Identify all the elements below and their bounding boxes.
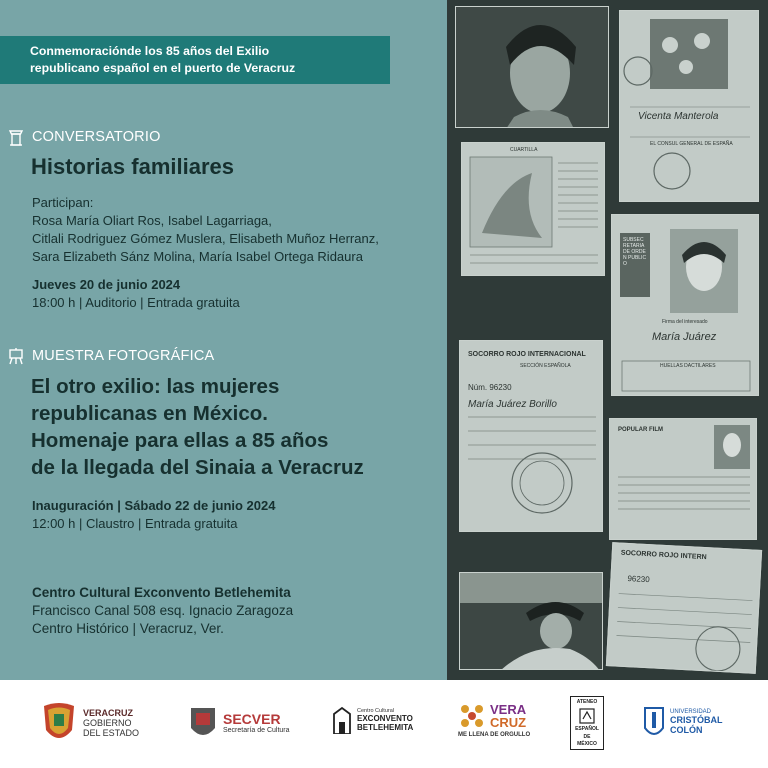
- sponsor-logos: [0, 680, 768, 768]
- logo-line: Centro Cultural: [357, 708, 394, 714]
- id-caption: Firma del interesado: [662, 319, 708, 325]
- doc-caption: EL CONSUL GENERAL DE ESPAÑA: [650, 141, 733, 147]
- muestra-date: Inauguración | Sábado 22 de junio 2024: [32, 498, 276, 513]
- logo-line: VERACRUZ: [83, 708, 134, 718]
- veracruz-tagline: ME LLENA DE ORGULLO: [458, 732, 531, 738]
- veracruz-gobierno-text: [83, 708, 139, 738]
- flower-pattern-icon: [458, 702, 486, 730]
- muestra-details: 12:00 h | Claustro | Entrada gratuita: [32, 516, 238, 531]
- card-header: SOCORRO ROJO INTERNACIONAL: [468, 351, 586, 358]
- church-icon: [332, 706, 352, 734]
- logo-line: EXCONVENTO: [357, 714, 413, 723]
- illustrated-page: [461, 142, 605, 276]
- copy-card-header: SOCORRO ROJO INTERN: [620, 549, 707, 562]
- logo-line: SECVER: [223, 711, 281, 727]
- ateneo-emblem-icon: [577, 707, 597, 725]
- ateneo-logo: [570, 696, 604, 750]
- popular-film-card: [609, 418, 757, 540]
- id-signature: María Juárez: [652, 331, 717, 343]
- portrait-photo-woman: [455, 6, 609, 128]
- copy-card-number: 96230: [627, 574, 650, 585]
- muestra-title-line: Homenaje para ellas a 85 años: [31, 429, 329, 452]
- commemoration-banner: [0, 36, 390, 84]
- participant-line: Citlali Rodriguez Gómez Muslera, Elisabeth Muñoz Herranz,: [32, 231, 379, 246]
- film-card-header: POPULAR FILM: [618, 427, 663, 433]
- participants-block: [32, 194, 379, 266]
- logo-line: ESPAÑOL: [575, 726, 599, 732]
- socorro-rojo-card-copy: [606, 542, 762, 674]
- ateneo-box: [570, 696, 604, 750]
- logo-line: MÉXICO: [577, 741, 597, 747]
- logo-line: ATENEO: [576, 699, 598, 705]
- logo-line: CRISTÓBAL: [670, 715, 723, 725]
- passport-document: [619, 10, 759, 202]
- exconvento-text: [357, 708, 413, 732]
- venue-block: [32, 584, 293, 638]
- woman-hat-photo: [459, 572, 603, 670]
- id-stamp: SUBSECRETARIA DE ORDEN PUBLICO: [623, 237, 647, 267]
- secver-emblem-icon: [188, 704, 218, 742]
- logo-line: CRUZ: [490, 715, 527, 730]
- muestra-schedule: [32, 497, 275, 533]
- logo-line: BETLEHEMITA: [357, 723, 414, 732]
- conversatorio-date: Jueves 20 de junio 2024: [32, 277, 181, 292]
- participants-label: Participan:: [32, 195, 94, 210]
- socorro-rojo-card: [459, 340, 603, 532]
- muestra-label: MUESTRA FOTOGRÁFICA: [32, 348, 215, 364]
- participant-line: Rosa María Oliart Ros, Isabel Lagarriaga,: [32, 213, 272, 228]
- venue-address: Francisco Canal 508 esq. Ignacio Zaragoza: [32, 603, 294, 618]
- logo-line: GOBIERNO: [83, 718, 132, 728]
- muestra-heading: [8, 347, 214, 365]
- secver-logo: [188, 704, 290, 742]
- podium-icon: [8, 128, 24, 146]
- veracruz-brand-text: [490, 703, 526, 729]
- conversatorio-details: 18:00 h | Auditorio | Entrada gratuita: [32, 295, 240, 310]
- photo-collage: [447, 0, 768, 680]
- muestra-title-line: El otro exilio: las mujeres: [31, 375, 280, 398]
- veracruz-gobierno-logo: [40, 700, 139, 746]
- doc-signature: Vicenta Manterola: [638, 111, 719, 122]
- conversatorio-label: CONVERSATORIO: [32, 129, 161, 145]
- logo-line: Secretaría de Cultura: [223, 727, 290, 734]
- identity-card: [611, 214, 759, 396]
- id-footer: HUELLAS DACTILARES: [660, 363, 716, 369]
- card-name: María Juárez Borillo: [468, 399, 557, 410]
- easel-icon: [8, 347, 24, 365]
- banner-line-2: republicano español en el puerto de Veracruz: [30, 61, 296, 75]
- logo-line: VERA: [490, 702, 527, 717]
- veracruz-shield-icon: [40, 700, 78, 746]
- muestra-title: [31, 373, 364, 481]
- page-header: CUARTILLA: [510, 147, 538, 153]
- logo-line: DE: [583, 733, 591, 740]
- venue-name: Centro Cultural Exconvento Betlehemita: [32, 585, 291, 600]
- exconvento-logo: [332, 706, 413, 734]
- participant-line: Sara Elizabeth Sánz Molina, María Isabel Ortega Ridaura: [32, 249, 363, 264]
- card-number: Núm. 96230: [468, 383, 512, 392]
- logo-line: COLÓN: [670, 725, 703, 735]
- conversatorio-title: Historias familiares: [31, 154, 234, 179]
- university-shield-icon: [643, 704, 665, 740]
- veracruz-brand-logo: [458, 702, 530, 738]
- universidad-text: [670, 709, 723, 735]
- venue-city: Centro Histórico | Veracruz, Ver.: [32, 621, 224, 636]
- logo-line: UNIVERSIDAD: [670, 709, 712, 715]
- universidad-logo: [643, 704, 723, 740]
- conversatorio-heading: [8, 128, 161, 146]
- muestra-title-line: republicanas en México.: [31, 402, 268, 425]
- muestra-title-line: de la llegada del Sinaia a Veracruz: [31, 456, 364, 479]
- card-subheader: SECCIÓN ESPAÑOLA: [520, 363, 571, 369]
- secver-text: [223, 712, 290, 734]
- conversatorio-schedule: [32, 276, 240, 312]
- logo-line: DEL ESTADO: [83, 728, 140, 738]
- banner-line-1: Conmemoraciónde los 85 años del Exilio: [30, 44, 270, 58]
